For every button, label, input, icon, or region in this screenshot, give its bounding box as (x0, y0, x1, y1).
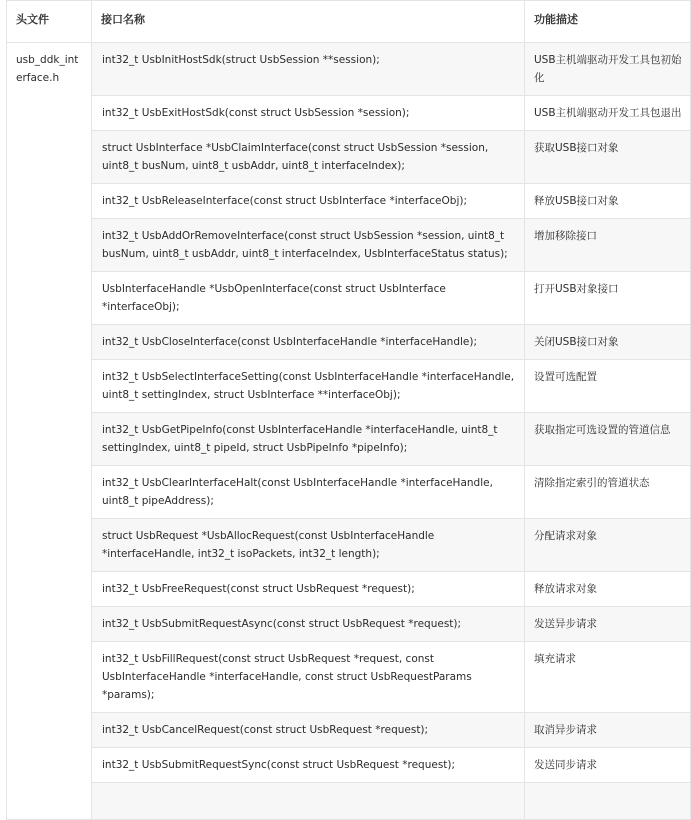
table-row (7, 272, 691, 325)
header-api: 接口名称 (92, 1, 525, 43)
api-description: 关闭USB接口对象 (525, 325, 691, 360)
api-description (525, 783, 691, 820)
api-description: 分配请求对象 (525, 519, 691, 572)
api-signature: int32_t UsbInitHostSdk(struct UsbSession **session); (92, 43, 525, 96)
api-signature: int32_t UsbExitHostSdk(const struct UsbSession *session); (92, 96, 525, 131)
table-row (7, 131, 691, 184)
table-row (7, 713, 691, 748)
table-row (7, 642, 691, 713)
api-description: 打开USB对象接口 (525, 272, 691, 325)
api-description: 清除指定索引的管道状态 (525, 466, 691, 519)
api-signature: int32_t UsbFillRequest(const struct UsbRequest *request, const UsbInterfaceHandle *interfaceHandle, const struct UsbRequestParams *params); (92, 642, 525, 713)
table-row (7, 519, 691, 572)
api-description: 释放请求对象 (525, 572, 691, 607)
api-signature: int32_t UsbSubmitRequestAsync(const struct UsbRequest *request); (92, 607, 525, 642)
api-description: 释放USB接口对象 (525, 184, 691, 219)
api-description: USB主机端驱动开发工具包初始化 (525, 43, 691, 96)
table-row-partial (7, 783, 691, 820)
header-file: 头文件 (7, 1, 92, 43)
api-table (6, 0, 691, 820)
api-signature: int32_t UsbSelectInterfaceSetting(const UsbInterfaceHandle *interfaceHandle, uint8_t settingIndex, struct UsbInterface **interfaceObj); (92, 360, 525, 413)
table-row (7, 466, 691, 519)
api-signature: int32_t UsbCancelRequest(const struct UsbRequest *request); (92, 713, 525, 748)
api-description: 取消异步请求 (525, 713, 691, 748)
api-description: 设置可选配置 (525, 360, 691, 413)
table-row (7, 572, 691, 607)
table-row (7, 413, 691, 466)
api-signature (92, 783, 525, 820)
table-row (7, 43, 691, 96)
table-row (7, 219, 691, 272)
header-row (7, 1, 691, 43)
api-signature: int32_t UsbReleaseInterface(const struct UsbInterface *interfaceObj); (92, 184, 525, 219)
table-row (7, 748, 691, 783)
api-signature: int32_t UsbSubmitRequestSync(const struct UsbRequest *request); (92, 748, 525, 783)
api-signature: struct UsbInterface *UsbClaimInterface(const struct UsbSession *session, uint8_t busNum, uint8_t usbAddr, uint8_t interfaceIndex); (92, 131, 525, 184)
api-signature: int32_t UsbAddOrRemoveInterface(const struct UsbSession *session, uint8_t busNum, uint8_t usbAddr, uint8_t interfaceIndex, UsbInterfaceStatus status); (92, 219, 525, 272)
table-row (7, 607, 691, 642)
table-row (7, 96, 691, 131)
api-signature: int32_t UsbCloseInterface(const UsbInterfaceHandle *interfaceHandle); (92, 325, 525, 360)
api-description: 获取USB接口对象 (525, 131, 691, 184)
api-description: 填充请求 (525, 642, 691, 713)
api-signature: UsbInterfaceHandle *UsbOpenInterface(const struct UsbInterface *interfaceObj); (92, 272, 525, 325)
header-desc: 功能描述 (525, 1, 691, 43)
api-signature: int32_t UsbGetPipeInfo(const UsbInterfaceHandle *interfaceHandle, uint8_t settingIndex, uint8_t pipeId, struct UsbPipeInfo *pipeInfo); (92, 413, 525, 466)
api-signature: int32_t UsbClearInterfaceHalt(const UsbInterfaceHandle *interfaceHandle, uint8_t pipeAddress); (92, 466, 525, 519)
api-signature: int32_t UsbFreeRequest(const struct UsbRequest *request); (92, 572, 525, 607)
api-description: 发送异步请求 (525, 607, 691, 642)
api-description: 获取指定可选设置的管道信息 (525, 413, 691, 466)
api-description: USB主机端驱动开发工具包退出 (525, 96, 691, 131)
api-description: 发送同步请求 (525, 748, 691, 783)
table-body (7, 43, 691, 820)
table-row (7, 360, 691, 413)
table-header (7, 1, 691, 43)
api-signature: struct UsbRequest *UsbAllocRequest(const UsbInterfaceHandle *interfaceHandle, int32_t isoPackets, int32_t length); (92, 519, 525, 572)
table-row (7, 325, 691, 360)
header-file-name: usb_ddk_interface.h (7, 43, 92, 820)
table-row (7, 184, 691, 219)
api-description: 增加移除接口 (525, 219, 691, 272)
